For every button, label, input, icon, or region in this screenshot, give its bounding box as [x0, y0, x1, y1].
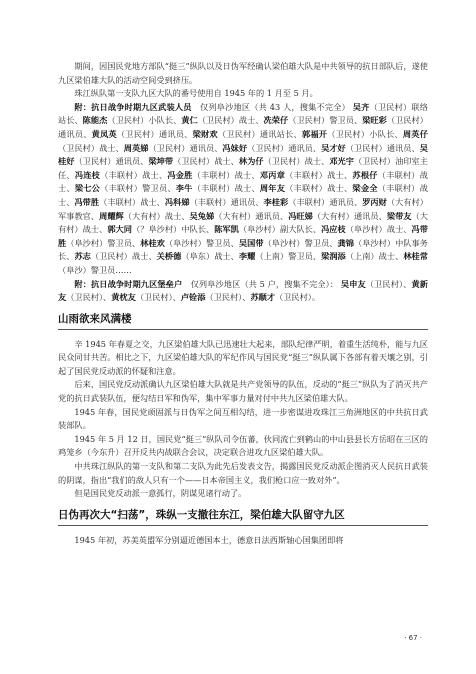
person-name: 林桂常 — [403, 251, 428, 262]
person-description: （卫民村）、 — [135, 292, 181, 303]
body-paragraph: 后来，国民党反动派确认九区梁伯雄大队就是共产党领导的队伍，反动的“挺三”纵队为了消灭共产党的抗日武装队伍，便勾结日军和伪军，集中军事力量对付中共九区梁伯雄大队。 — [58, 379, 428, 404]
list-title: 附：抗日战争时期九区堡垒户 — [74, 278, 183, 289]
person-description: （卫民村）通讯员、 — [74, 156, 149, 167]
person-name: 冯连枝 — [74, 169, 101, 180]
person-name: 李牛 — [175, 183, 193, 194]
person-description: （大有村）通讯员、 — [214, 210, 289, 221]
section-heading: 日伪再次大“扫荡”，珠纵一支撤往东江，梁伯雄大队留守九区 — [58, 508, 345, 521]
person-description: （丰联村）战士、 — [58, 169, 428, 194]
person-description: （卫民村）通讯站长、 — [217, 128, 302, 139]
person-name: 冯应枝 — [321, 224, 346, 235]
person-name: 吴齐 — [352, 101, 370, 112]
person-description: （阜沙）警卫员…… — [58, 264, 132, 275]
person-name: 冯科娣 — [164, 196, 190, 207]
section-body — [58, 338, 428, 501]
body-paragraph: 但是国民党反动派一意孤行，阴谋见诸行动了。 — [74, 488, 247, 499]
person-name: 林桂欢 — [140, 237, 165, 248]
person-description: （丰联村）通讯员、 — [189, 196, 264, 207]
person-description: （丰联村）战士、 — [100, 169, 168, 180]
person-name: 苏顺才 — [250, 292, 276, 303]
person-name: 罗丙财 — [362, 196, 387, 207]
person-name: 周年友 — [259, 183, 286, 194]
person-name: 梁财欢 — [192, 128, 218, 139]
person-description: （卫民村）、 — [205, 292, 251, 303]
person-name: 吴兔娣 — [189, 210, 215, 221]
person-description: （卫民村）油印室主任、 — [58, 156, 428, 180]
person-name: 李桂彩 — [263, 196, 289, 207]
body-paragraph: 中共珠江纵队的第一支队和第二支队为此先后发表文告，揭露国民党反动派企图消灭人民抗日武装的阴谋，指出“我们的敌人只有一个——日本帝国主义，我们枪口应一致对外”。 — [58, 461, 428, 485]
person-description: （卫民村）联络站长、 — [58, 101, 428, 126]
person-name: 梁润添 — [321, 251, 346, 262]
person-name: 陈军凯 — [214, 224, 239, 235]
person-name: 龚锦 — [337, 237, 354, 248]
person-name: 苏志 — [74, 251, 91, 262]
person-description: （丰联村）战士、 — [285, 169, 353, 180]
person-description: （卫民村）战士、 — [197, 115, 264, 126]
person-name: 冯带胜 — [58, 224, 428, 248]
list-summary: 仅列阜沙地区（共 5 户，搜集不完全）： — [190, 278, 339, 289]
person-description: （卫民村）通讯员、 — [148, 142, 223, 153]
note-paragraph: 珠江纵队第一支队九区大队的番号使用自 1945 年的 1 月至 5 月。 — [74, 88, 318, 99]
fortress-households-list — [58, 278, 428, 305]
person-name: 周耀辉 — [99, 210, 124, 221]
body-paragraph: 1945 年春，国民党顽固派与日伪军之间互相勾结，进一步密谋进攻珠江三角洲地区的中共抗日武装部队。 — [58, 406, 428, 431]
person-name: 冯带胜 — [74, 196, 100, 207]
person-name: 冯金胜 — [167, 169, 193, 180]
body-paragraph: 1945 年初，苏美英盟军分别逼近德国本土，德意日法西斯轴心国集团即将 — [74, 534, 344, 545]
person-description: （？阜沙村）中队长、 — [132, 224, 215, 235]
person-name: 周英仔 — [402, 128, 428, 139]
person-name: 苏根仔 — [352, 169, 378, 180]
person-description: （卫民村）战士、 — [263, 156, 330, 167]
person-name: 邓光宇 — [329, 156, 354, 167]
body-paragraph: 1945 年 5 月 12 日，国民党“挺三”纵队司令伍蕃，伙同流亡到鹤山的中山县县长方岳昭在三区的鸡笼乡（今东升）召开反共内战联合会议，决定联合进攻九区梁伯雄大队。 — [58, 433, 428, 458]
person-description: （阜沙村）战士、 — [345, 224, 412, 235]
person-description: （阜沙村）警卫员、 — [263, 237, 338, 248]
person-name: 黄仁 — [181, 115, 198, 126]
person-description: （卫民村）小队长、 — [107, 115, 182, 126]
person-description: （大有村）战士、 — [58, 210, 428, 235]
heading-rule — [58, 525, 428, 526]
person-description: （卫民村）警卫员、 — [288, 115, 363, 126]
page-number: · 67 · — [404, 634, 422, 642]
person-name: 陈能杰 — [82, 115, 108, 126]
heading-rule — [58, 329, 428, 330]
person-description: （丰联村）战士、 — [58, 183, 428, 207]
body-paragraph: 辛 1945 年春夏之交，九区梁伯雄大队已迅速壮大起来，部队纪律严明，着重生活纯朴，能与九区民众同甘共苦。相比之下，九区梁伯雄大队的军纪作风与国民党“挺三”纵队属下各部有着天壤之别，引起了国民党反动派的怀疑和注意。 — [58, 338, 428, 376]
person-name: 冼荣仔 — [263, 115, 289, 126]
person-description: （卫民村）通讯员、 — [58, 115, 428, 139]
person-description: （丰联村）战士、 — [99, 196, 165, 207]
person-name: 吴才好 — [321, 142, 346, 153]
list-summary: 仅列阜沙地区（共 43 人，搜集不完全） — [200, 101, 350, 112]
person-name: 林为仔 — [238, 156, 264, 167]
person-name: 李耀 — [238, 251, 256, 262]
person-description: （大有村）军事教官、 — [58, 196, 428, 221]
person-description: （阜沙村）警卫员、 — [66, 237, 141, 248]
person-name: 吴桂好 — [58, 142, 428, 167]
person-name: 梁坤带 — [148, 156, 174, 167]
person-description: （卫民村）战士、 — [90, 251, 157, 262]
person-name: 关桥德 — [156, 251, 182, 262]
personnel-list — [58, 101, 428, 278]
person-name: 梁旺彩 — [362, 115, 387, 126]
person-name: 黄凤英 — [91, 128, 117, 139]
person-description: （卫民村）、 — [365, 278, 412, 289]
person-description: （阜沙村）副大队长、 — [238, 224, 322, 235]
intro-paragraph: 期间，因国民党地方部队“挺三”纵队以及日伪军经确认梁伯雄大队是中共领导的抗日部队后，遂使九区梁伯雄大队的活动空间受到挤压。 — [58, 61, 428, 85]
person-description: （大有村）通讯员、 — [312, 210, 387, 221]
list-title: 附：抗日战争时期九区武装人员 — [74, 101, 192, 112]
person-description: （卫民村）、 — [66, 292, 112, 303]
person-description: （卫民村）通讯员、 — [247, 142, 322, 153]
person-description: （卫民村）通讯员、 — [345, 142, 420, 153]
person-name: 黄新友 — [58, 278, 428, 303]
person-name: 吴申友 — [340, 278, 366, 289]
person-name: 冯旺娣 — [288, 210, 313, 221]
person-name: 邓丙章 — [259, 169, 286, 180]
person-description: （丰联村）通讯员、 — [288, 196, 363, 207]
person-name: 周英娣 — [123, 142, 149, 153]
person-description: （大有村）战士、 — [123, 210, 190, 221]
person-description: （卫民村）小队长、 — [327, 128, 403, 139]
person-description: （阜沙村）警卫员、 — [164, 237, 239, 248]
person-name: 郭大同 — [107, 224, 132, 235]
person-name: 黄枕友 — [111, 292, 136, 303]
person-name: 梁带友 — [386, 210, 412, 221]
person-description: （上南）战士、 — [345, 251, 404, 262]
person-name: 郭福开 — [301, 128, 328, 139]
person-name: 卢铨添 — [180, 292, 206, 303]
person-name: 冯妹好 — [222, 142, 248, 153]
person-description: （卫民村）战士、 — [58, 142, 124, 153]
person-description: （丰联村）战士、 — [285, 183, 353, 194]
person-description: （丰联村）警卫员、 — [100, 183, 176, 194]
section-body — [58, 534, 428, 548]
person-name: 梁七公 — [74, 183, 101, 194]
person-description: （卫民村）通讯员、 — [116, 128, 193, 139]
person-name: 吴国带 — [238, 237, 264, 248]
person-description: （卫民村）。 — [275, 292, 321, 303]
person-description: （阜沙村）中队事务长、 — [58, 237, 428, 262]
person-description: （丰联村）战士、 — [192, 183, 260, 194]
section-heading: 山雨欲来风满楼 — [58, 312, 132, 325]
person-description: （阜东）战士、 — [181, 251, 239, 262]
person-name: 梁金全 — [352, 183, 378, 194]
person-description: （上南）警卫员、 — [255, 251, 322, 262]
person-description: （丰联村）战士、 — [192, 169, 260, 180]
page-content — [58, 60, 428, 547]
person-description: （卫民村）战士、 — [173, 156, 239, 167]
